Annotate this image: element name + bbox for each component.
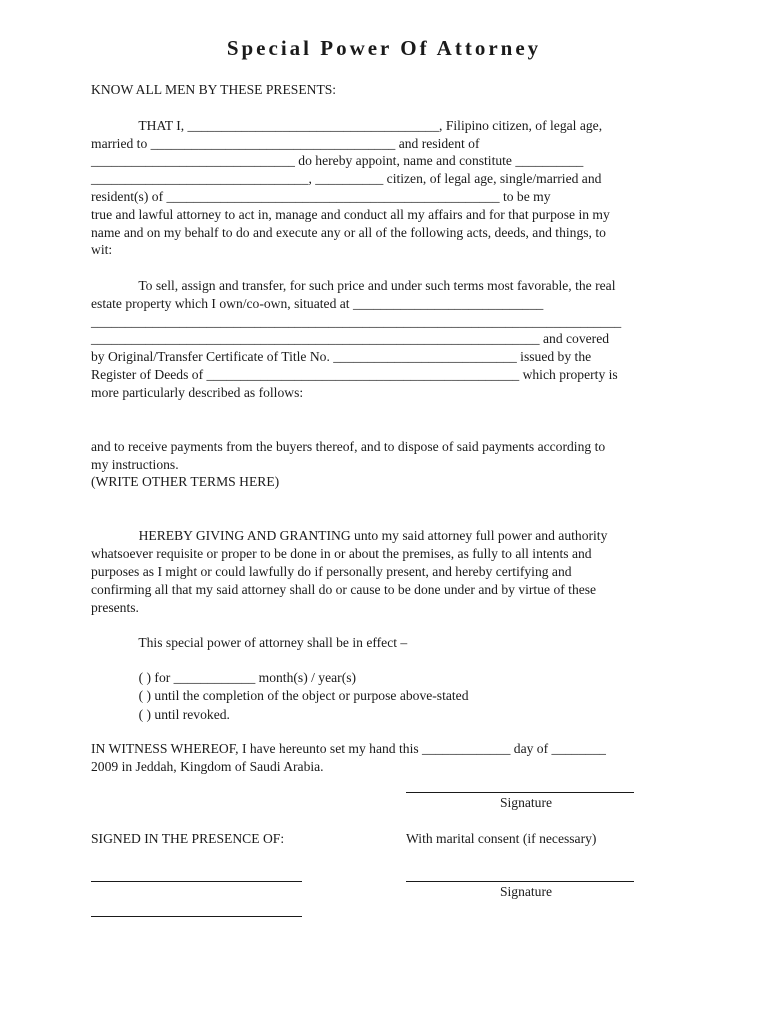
signature-label: Signature <box>499 884 553 899</box>
text-line: confirming all that my said attorney shall do or cause to be done under and by virtue of these <box>91 582 597 597</box>
text-line: name and on my behalf to do and execute any or all of the following acts, deeds, and things, to <box>91 225 606 240</box>
text-line: my instructions. <box>91 457 179 472</box>
principal-signature-line <box>406 792 634 793</box>
text-line: ______________________________ do hereby appoint, name and constitute __________ <box>91 153 584 168</box>
text-line: THAT I, _____________________________________, Filipino citizen, of legal age, <box>91 118 603 133</box>
text-line: __________________________________________________________________ and covered <box>91 331 610 346</box>
text-line: IN WITNESS WHEREOF, I have hereunto set my hand this _____________ day of ________ <box>91 741 606 756</box>
effect-statement: This special power of attorney shall be in effect – <box>91 635 408 650</box>
text-line: resident(s) of _________________________________________________ to be my <box>91 189 551 204</box>
signed-presence-label: SIGNED IN THE PRESENCE OF: <box>91 831 285 846</box>
text-line: and to receive payments from the buyers thereof, and to dispose of said payments according to <box>91 439 606 454</box>
witness-signature-line <box>91 916 302 917</box>
text-line: To sell, assign and transfer, for such price and under such terms most favorable, the real <box>91 278 616 293</box>
text-line: by Original/Transfer Certificate of Title No. ___________________________ issued by the <box>91 349 592 364</box>
text-line: purposes as I might or could lawfully do if personally present, and hereby certifying and <box>91 564 572 579</box>
text-line: wit: <box>91 242 113 257</box>
heading: KNOW ALL MEN BY THESE PRESENTS: <box>91 82 337 97</box>
text-line: HEREBY GIVING AND GRANTING unto my said attorney full power and authority <box>91 528 608 543</box>
option-for-period: ( ) for ____________ month(s) / year(s) <box>91 670 357 685</box>
document-title: Special Power Of Attorney <box>226 36 542 60</box>
text-line: more particularly described as follows: <box>91 385 304 400</box>
marital-consent-label: With marital consent (if necessary) <box>406 831 597 846</box>
spouse-signature-line <box>406 881 634 882</box>
signature-label: Signature <box>499 795 553 810</box>
option-until-revoked: ( ) until revoked. <box>91 707 230 722</box>
text-line: ______________________________________________________________________________ <box>91 314 622 329</box>
text-line: ________________________________, __________ citizen, of legal age, single/married and <box>91 171 602 186</box>
text-line: married to ____________________________________ and resident of <box>91 136 480 151</box>
option-until-completion: ( ) until the completion of the object or purpose above-stated <box>91 688 469 703</box>
witness-signature-line <box>91 881 302 882</box>
text-line: 2009 in Jeddah, Kingdom of Saudi Arabia. <box>91 759 324 774</box>
text-line: true and lawful attorney to act in, manage and conduct all my affairs and for that purpose in my <box>91 207 610 222</box>
text-line: whatsoever requisite or proper to be done in or about the premises, as fully to all intents and <box>91 546 592 561</box>
text-line: presents. <box>91 600 139 615</box>
text-line: (WRITE OTHER TERMS HERE) <box>91 474 280 489</box>
text-line: estate property which I own/co-own, situated at ____________________________ <box>91 296 544 311</box>
text-line: Register of Deeds of ______________________________________________ which property is <box>91 367 618 382</box>
